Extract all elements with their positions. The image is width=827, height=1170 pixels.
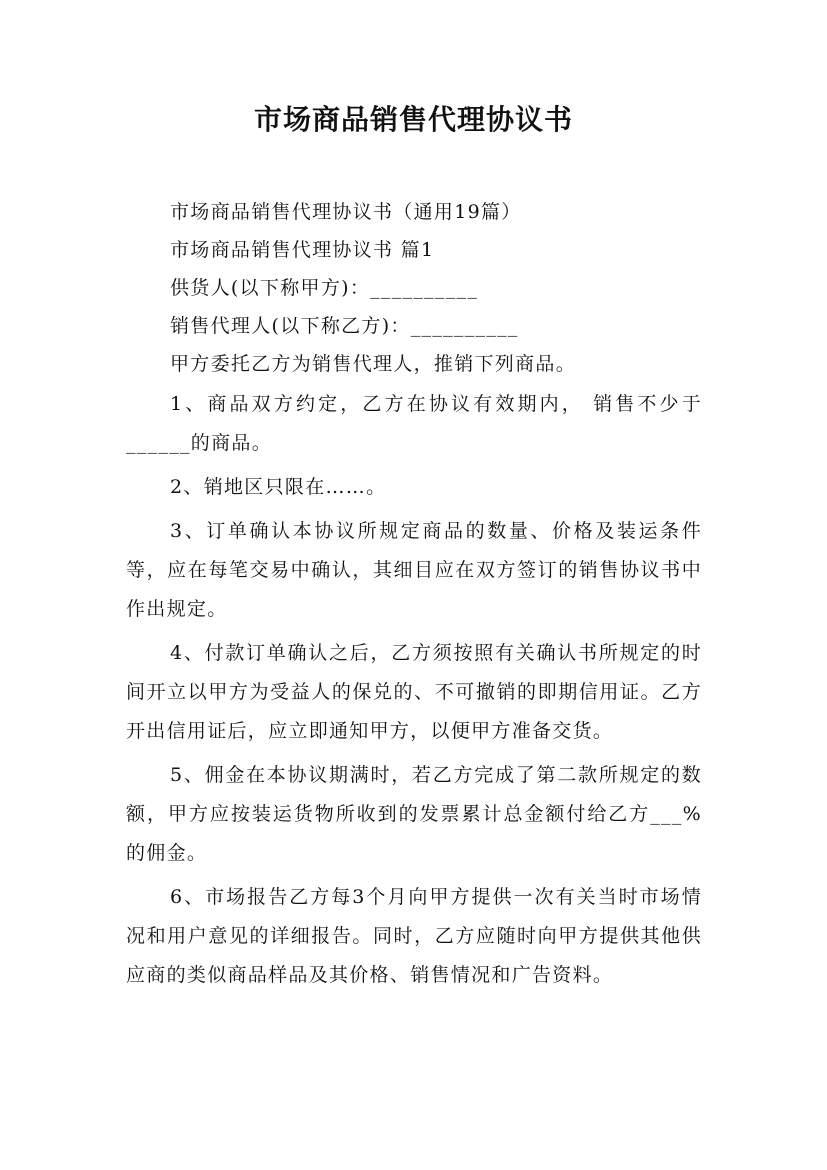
clause-4: 4、付款订单确认之后，乙方须按照有关确认书所规定的时间开立以甲方为受益人的保兑的、不可撤销的即期信用证。乙方开出信用证后，应立即通知甲方，以便甲方准备交货。 — [126, 642, 702, 742]
chapter-heading: 市场商品销售代理协议书 篇1 — [170, 239, 435, 261]
clause-6: 6、市场报告乙方每3个月向甲方提供一次有关当时市场情况和用户意见的详细报告。同时，乙方应随时向甲方提供其他供应商的类似商品样品及其价格、销售情况和广告资料。 — [126, 886, 702, 986]
agent-line: 销售代理人(以下称乙方)：__________ — [170, 315, 519, 337]
document-body — [126, 193, 702, 995]
clause-3: 3、订单确认本协议所规定商品的数量、价格及装运条件等，应在每笔交易中确认，其细目应在双方签订的销售协议书中作出规定。 — [126, 520, 702, 620]
clause-2: 2、销地区只限在……。 — [170, 476, 387, 498]
clause-5: 5、佣金在本协议期满时，若乙方完成了第二款所规定的数额，甲方应按装运货物所收到的发票累计总金额付给乙方___%的佣金。 — [126, 764, 702, 864]
subtitle-line: 市场商品销售代理协议书（通用19篇） — [170, 201, 522, 223]
intro-line: 甲方委托乙方为销售代理人，推销下列商品。 — [170, 353, 577, 375]
clause-1: 1、商品双方约定，乙方在协议有效期内， 销售不少于______的商品。 — [126, 393, 702, 454]
supplier-line: 供货人(以下称甲方)：__________ — [170, 277, 479, 299]
document-title: 市场商品销售代理协议书 — [253, 103, 573, 136]
